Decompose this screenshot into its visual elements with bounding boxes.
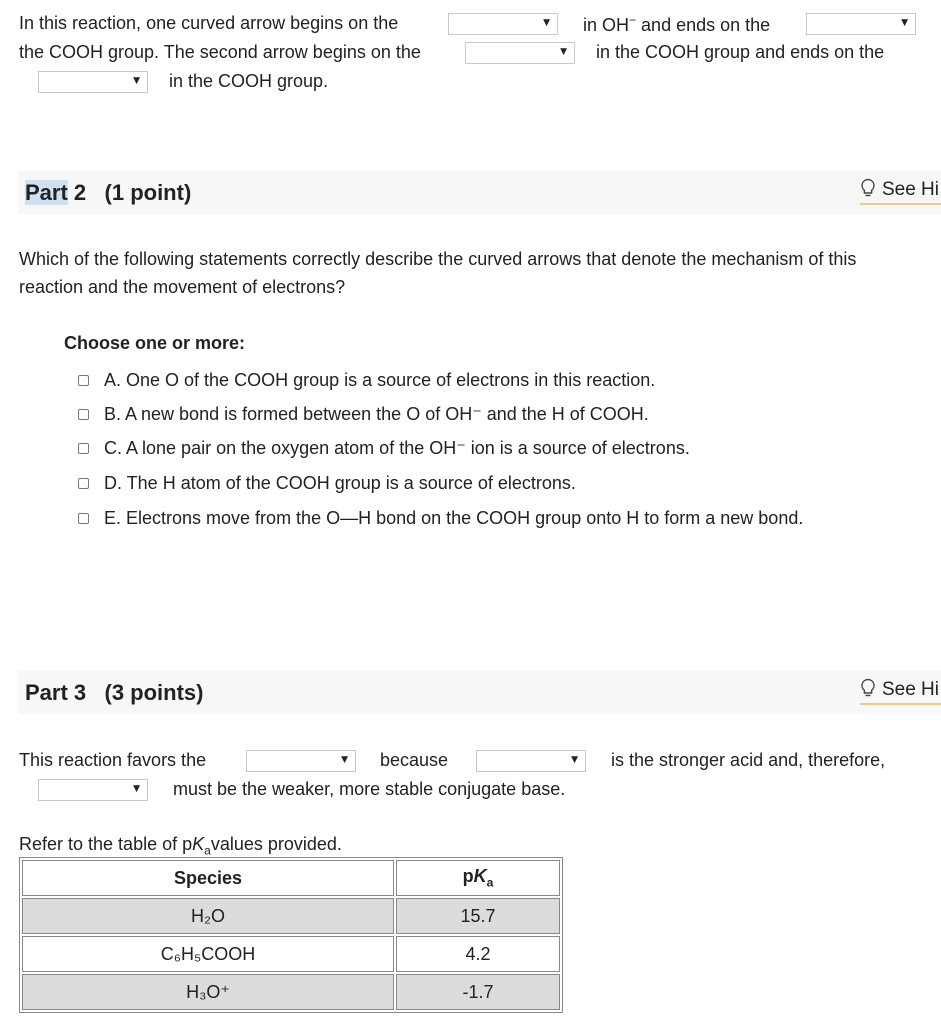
part1-text-1: In this reaction, one curved arrow begins on the bbox=[19, 13, 399, 33]
part2-title: Part 2 (1 point) bbox=[25, 180, 192, 205]
arrow2-end-dropdown[interactable] bbox=[38, 71, 148, 93]
part3-title: Part 3 (3 points) bbox=[25, 680, 204, 705]
pka-cell: 4.2 bbox=[396, 936, 560, 972]
table-row bbox=[22, 898, 560, 934]
species-cell: H₃O⁺ bbox=[22, 974, 394, 1010]
species-cell: H₂O bbox=[22, 898, 394, 934]
option-d-label[interactable]: D. The H atom of the COOH group is a source of electrons. bbox=[104, 473, 576, 493]
lightbulb-icon bbox=[860, 178, 876, 198]
pka-table bbox=[19, 857, 563, 1013]
option-a-checkbox[interactable] bbox=[78, 375, 89, 386]
option-b-checkbox[interactable] bbox=[78, 409, 89, 420]
dropdown-arrow-icon: ▼ bbox=[560, 47, 567, 57]
option-a-label[interactable]: A. One O of the COOH group is a source of electrons in this reaction. bbox=[104, 370, 656, 390]
dropdown-arrow-icon: ▼ bbox=[133, 784, 140, 794]
part1-text-5: in the COOH group. bbox=[169, 71, 329, 91]
arrow1-start-dropdown[interactable] bbox=[448, 13, 558, 35]
species-cell: C₆H₅COOH bbox=[22, 936, 394, 972]
part3-text-1: This reaction favors the bbox=[19, 750, 207, 770]
option-c-label[interactable]: C. A lone pair on the oxygen atom of the OH⁻ ion is a source of electrons. bbox=[104, 438, 690, 458]
dropdown-arrow-icon: ▼ bbox=[901, 18, 908, 28]
part1-text-3: the COOH group. The second arrow begins on the bbox=[19, 42, 421, 62]
favors-dropdown[interactable] bbox=[246, 750, 356, 772]
pka-table-caption: Refer to the table of $pK_avalues$ provided. bbox=[19, 834, 342, 858]
option-b-label[interactable]: B. A new bond is formed between the O of OH⁻ and the H of COOH. bbox=[104, 404, 649, 424]
part1-text-2: in OH− and ends on the bbox=[583, 13, 771, 35]
lightbulb-icon bbox=[860, 678, 876, 698]
part3-see-hint-link[interactable]: See Hi bbox=[860, 678, 941, 705]
option-c-checkbox[interactable] bbox=[78, 443, 89, 454]
pka-cell: -1.7 bbox=[396, 974, 560, 1010]
part2-see-hint-link[interactable]: See Hi bbox=[860, 178, 941, 205]
option-e-checkbox[interactable] bbox=[78, 513, 89, 524]
dropdown-arrow-icon: ▼ bbox=[341, 755, 348, 765]
conjugate-base-dropdown[interactable] bbox=[38, 779, 148, 801]
part3-text-4: must be the weaker, more stable conjugate base. bbox=[173, 779, 566, 799]
table-row bbox=[22, 974, 560, 1010]
part3-text-2: because bbox=[380, 750, 449, 770]
stronger-acid-dropdown[interactable] bbox=[476, 750, 586, 772]
part2-question-line2: reaction and the movement of electrons? bbox=[19, 277, 346, 297]
dropdown-arrow-icon: ▼ bbox=[571, 755, 578, 765]
part3-text-3: is the stronger acid and, therefore, bbox=[611, 750, 886, 770]
dropdown-arrow-icon: ▼ bbox=[543, 18, 550, 28]
option-d-checkbox[interactable] bbox=[78, 478, 89, 489]
option-e-label[interactable]: E. Electrons move from the O—H bond on the COOH group onto H to form a new bond. bbox=[104, 508, 804, 528]
part2-question-line1: Which of the following statements correctly describe the curved arrows that denote the mechanism of this bbox=[19, 249, 857, 269]
header-pka: $pK_a$ bbox=[396, 860, 560, 896]
header-species: Species bbox=[22, 860, 394, 896]
part1-text-4: in the COOH group and ends on the bbox=[596, 42, 885, 62]
arrow2-start-dropdown[interactable] bbox=[465, 42, 575, 64]
dropdown-arrow-icon: ▼ bbox=[133, 76, 140, 86]
table-row bbox=[22, 936, 560, 972]
part2-header bbox=[18, 171, 941, 214]
arrow1-end-dropdown[interactable] bbox=[806, 13, 916, 35]
choose-label: Choose one or more: bbox=[64, 333, 246, 353]
part3-header bbox=[18, 671, 941, 714]
pka-cell: 15.7 bbox=[396, 898, 560, 934]
